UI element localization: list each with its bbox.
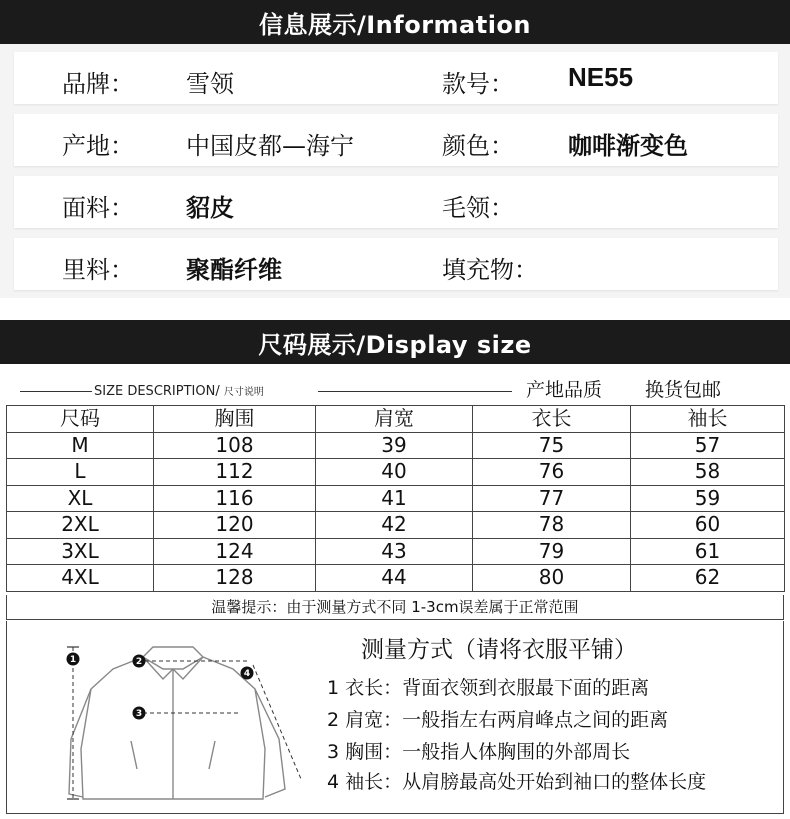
table-row bbox=[7, 432, 785, 459]
column-header: 肩宽 bbox=[316, 406, 473, 433]
table-row bbox=[7, 485, 785, 512]
table-row bbox=[7, 538, 785, 565]
table-row bbox=[7, 565, 785, 592]
table-cell: M bbox=[7, 432, 154, 459]
info-label: 品牌： bbox=[62, 70, 134, 98]
jacket-diagram-icon bbox=[53, 629, 313, 805]
column-header: 袖长 bbox=[631, 406, 785, 433]
measurement-line: 1 衣长：背面衣领到衣服最下面的距离 bbox=[327, 677, 650, 699]
quality-tag: 产地品质 bbox=[526, 379, 603, 401]
table-cell: 59 bbox=[631, 485, 785, 512]
table-cell: 124 bbox=[154, 538, 316, 565]
table-cell: 80 bbox=[473, 565, 631, 592]
table-cell: 57 bbox=[631, 432, 785, 459]
info-row bbox=[14, 176, 778, 228]
table-cell: 75 bbox=[473, 432, 631, 459]
marker-1: 1 bbox=[69, 655, 77, 665]
table-cell: 60 bbox=[631, 512, 785, 539]
table-cell: 108 bbox=[154, 432, 316, 459]
measurement-line: 4 袖长：从肩膀最高处开始到袖口的整体长度 bbox=[327, 771, 707, 793]
marker-4: 4 bbox=[243, 669, 251, 679]
table-cell: 42 bbox=[316, 512, 473, 539]
table-cell: 62 bbox=[631, 565, 785, 592]
table-cell: 120 bbox=[154, 512, 316, 539]
info-value: 中国皮都—海宁 bbox=[186, 132, 354, 160]
table-cell: 112 bbox=[154, 459, 316, 486]
info-label: 毛领： bbox=[442, 194, 514, 222]
size-description-header bbox=[0, 372, 790, 402]
divider bbox=[20, 391, 92, 392]
info-banner-title: 信息展示/Information bbox=[258, 10, 532, 39]
measurement-title: 测量方式（请将衣服平铺） bbox=[361, 637, 637, 663]
table-cell: 3XL bbox=[7, 538, 154, 565]
table-cell: 77 bbox=[473, 485, 631, 512]
info-value: NE55 bbox=[568, 62, 634, 92]
table-cell: 61 bbox=[631, 538, 785, 565]
info-label: 颜色： bbox=[442, 132, 514, 160]
size-banner bbox=[0, 320, 790, 364]
info-value: 雪领 bbox=[186, 70, 234, 98]
info-label: 产地： bbox=[62, 132, 134, 160]
measurement-line: 2 肩宽：一般指左右两肩峰点之间的距离 bbox=[327, 709, 669, 731]
table-cell: 79 bbox=[473, 538, 631, 565]
exchange-tag: 换货包邮 bbox=[645, 379, 722, 401]
table-header-row bbox=[7, 406, 785, 433]
table-cell: 76 bbox=[473, 459, 631, 486]
info-label: 面料： bbox=[62, 194, 134, 222]
size-banner-title: 尺码展示/Display size bbox=[258, 330, 532, 359]
info-label: 填充物： bbox=[442, 256, 538, 284]
measurement-line: 3 胸围：一般指人体胸围的外部周长 bbox=[327, 741, 631, 763]
table-cell: 43 bbox=[316, 538, 473, 565]
info-row bbox=[14, 114, 778, 166]
table-cell: XL bbox=[7, 485, 154, 512]
table-cell: L bbox=[7, 459, 154, 486]
size-description-caption: SIZE DESCRIPTION/ 尺寸说明 bbox=[94, 384, 264, 399]
table-cell: 128 bbox=[154, 565, 316, 592]
table-cell: 40 bbox=[316, 459, 473, 486]
column-header: 胸围 bbox=[154, 406, 316, 433]
info-row bbox=[14, 52, 778, 104]
info-label: 款号： bbox=[442, 70, 514, 98]
table-cell: 39 bbox=[316, 432, 473, 459]
info-row bbox=[14, 238, 778, 290]
table-row bbox=[7, 512, 785, 539]
measurement-tip: 温馨提示：由于测量方式不同 1-3cm误差属于正常范围 bbox=[6, 595, 784, 620]
measurement-guide bbox=[6, 621, 784, 814]
info-panel bbox=[0, 44, 790, 298]
table-cell: 44 bbox=[316, 565, 473, 592]
table-cell: 4XL bbox=[7, 565, 154, 592]
size-table bbox=[6, 405, 785, 592]
divider bbox=[318, 391, 512, 392]
info-label: 里料： bbox=[62, 256, 134, 284]
info-value: 聚酯纤维 bbox=[186, 256, 282, 284]
marker-2: 2 bbox=[135, 657, 143, 667]
column-header: 衣长 bbox=[473, 406, 631, 433]
table-cell: 116 bbox=[154, 485, 316, 512]
info-value: 貂皮 bbox=[186, 194, 234, 222]
table-row bbox=[7, 459, 785, 486]
marker-3: 3 bbox=[135, 709, 143, 719]
info-banner bbox=[0, 0, 790, 44]
table-cell: 2XL bbox=[7, 512, 154, 539]
table-cell: 58 bbox=[631, 459, 785, 486]
info-value: 咖啡渐变色 bbox=[568, 132, 688, 160]
column-header: 尺码 bbox=[7, 406, 154, 433]
table-cell: 41 bbox=[316, 485, 473, 512]
table-cell: 78 bbox=[473, 512, 631, 539]
